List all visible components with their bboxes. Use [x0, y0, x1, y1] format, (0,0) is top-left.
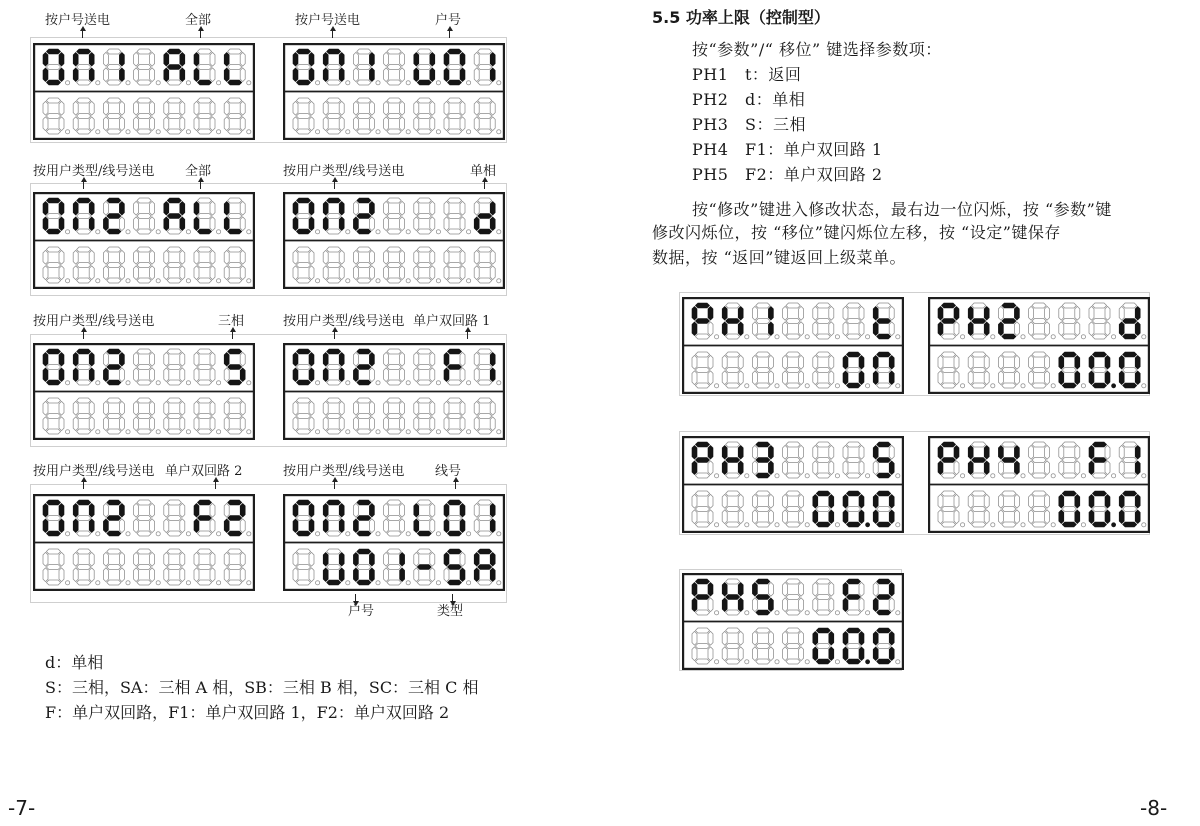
- target-label: 三相: [218, 314, 245, 329]
- pointer-arrow-icon: [332, 29, 333, 38]
- target-label: 户号: [435, 13, 462, 28]
- pointer-arrow-icon: [232, 330, 233, 339]
- pointer-arrow-icon: [355, 594, 356, 603]
- pointer-arrow-icon: [215, 480, 216, 489]
- target-label: 单户双回路 1: [413, 314, 491, 329]
- legend-note: S：三相，SA：三相 A 相，SB：三相 B 相，SC：三相 C 相: [45, 678, 479, 697]
- page-number: -7-: [8, 796, 36, 820]
- lcd-display: [682, 436, 904, 533]
- target-label: 单户双回路 2: [165, 464, 243, 479]
- pointer-arrow-icon: [83, 480, 84, 489]
- param-desc: S：三相: [745, 115, 806, 134]
- target-label: 全部: [185, 164, 212, 179]
- param-item: [692, 165, 883, 185]
- paragraph-line: 数据，按 “返回”键返回上级菜单。: [652, 248, 906, 267]
- param-desc: F2：单户双回路 2: [745, 165, 883, 184]
- lcd-display: [283, 192, 505, 289]
- pointer-arrow-icon: [452, 594, 453, 603]
- type-label: 类型: [437, 604, 464, 619]
- legend-note: d：单相: [45, 653, 104, 672]
- param-desc: F1：单户双回路 1: [745, 140, 883, 159]
- target-label: 全部: [185, 13, 212, 28]
- lcd-display: [928, 297, 1150, 394]
- pointer-arrow-icon: [334, 330, 335, 339]
- paragraph-line: 按“修改”键进入修改状态，最右边一位闪烁，按 “参数”键: [692, 200, 1112, 219]
- send-mode-label: 按用户类型/线号送电: [283, 164, 405, 179]
- target-label: 单相: [470, 164, 497, 179]
- pointer-arrow-icon: [484, 180, 485, 189]
- lcd-display: [33, 494, 255, 591]
- target-label: 线号: [435, 464, 462, 479]
- pointer-arrow-icon: [83, 330, 84, 339]
- send-mode-label: 按用户类型/线号送电: [283, 314, 405, 329]
- lcd-display: [928, 436, 1150, 533]
- param-code: PH1: [692, 65, 729, 84]
- section-title: 5.5 功率上限（控制型）: [652, 8, 830, 27]
- lcd-display: [283, 343, 505, 440]
- send-mode-label: 按用户类型/线号送电: [33, 314, 155, 329]
- paragraph-line: 修改闪烁位，按 “移位”键闪烁位左移，按 “设定”键保存: [652, 223, 1061, 242]
- pointer-arrow-icon: [200, 180, 201, 189]
- pointer-arrow-icon: [82, 29, 83, 38]
- param-code: PH5: [692, 165, 729, 184]
- pointer-arrow-icon: [334, 180, 335, 189]
- pointer-arrow-icon: [455, 480, 456, 489]
- lcd-display: [283, 43, 505, 140]
- param-item: [692, 90, 805, 110]
- lcd-display: [33, 343, 255, 440]
- legend-note: F：单户双回路，F1：单户双回路 1，F2：单户双回路 2: [45, 703, 450, 722]
- send-mode-label: 按用户类型/线号送电: [33, 464, 155, 479]
- lcd-display: [283, 494, 505, 591]
- user-number-label: 户号: [348, 604, 375, 619]
- lcd-display: [33, 192, 255, 289]
- param-desc: t：返回: [745, 65, 802, 84]
- pointer-arrow-icon: [467, 330, 468, 339]
- pointer-arrow-icon: [83, 180, 84, 189]
- param-desc: d：单相: [745, 90, 806, 109]
- param-code: PH3: [692, 115, 729, 134]
- param-code: PH4: [692, 140, 729, 159]
- lcd-display: [682, 573, 904, 670]
- param-item: [692, 140, 883, 160]
- send-mode-label: 按用户类型/线号送电: [33, 164, 155, 179]
- param-code: PH2: [692, 90, 729, 109]
- param-item: [692, 115, 806, 135]
- send-mode-label: 按户号送电: [45, 13, 111, 28]
- send-mode-label: 按户号送电: [295, 13, 361, 28]
- param-item: [692, 65, 801, 85]
- lcd-display: [682, 297, 904, 394]
- lcd-display: [33, 43, 255, 140]
- pointer-arrow-icon: [449, 29, 450, 38]
- send-mode-label: 按用户类型/线号送电: [283, 464, 405, 479]
- pointer-arrow-icon: [334, 480, 335, 489]
- intro-text: 按“参数”/“ 移位” 键选择参数项：: [692, 40, 942, 59]
- pointer-arrow-icon: [200, 29, 201, 38]
- page-number: -8-: [1140, 796, 1168, 820]
